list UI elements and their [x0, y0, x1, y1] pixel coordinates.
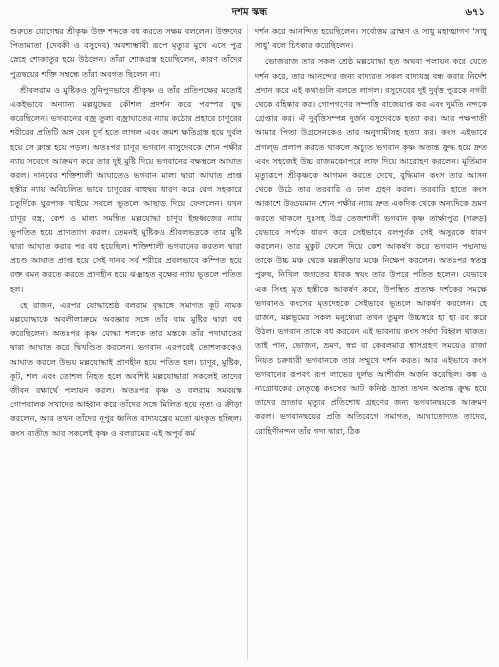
right-paragraph-1: দর্শন করে আনন্দিত হয়েছিলেন। সর্বোত্তম ব্রাহ্মণ ও সাধু মহাত্মাগণ 'সাধু সাধু' বলে চিৎকার করেছিলেন। — [255, 26, 487, 51]
page-header — [0, 6, 499, 20]
left-paragraph-3: হে রাজন, এরপর যোদ্ধাশ্রেষ্ঠ বলরাম বৃদ্ধাঙ্গে সমাগত কূট নামক মল্লযোদ্ধাকে অবলীলাক্রমে অবজ্ঞার সঙ্গে তাঁর বাম মুষ্টির দ্বারা বধ করেছিলেন। অতঃপর কৃষ্ণ যোদ্ধা শলকে তার মস্তকে তাঁর পদাঘাতের দ্বারা আঘাত করে দ্বিখণ্ডিত করলেন। ভগবান এরপরেই তোশলককেও আঘাত করলে উভয় মল্লযোদ্ধাই প্রাণহীন হয়ে পতিত হল। চাণূর, মুষ্টিক, কূট, শল এবং তোশল নিহত হলে অবশিষ্ট মল্লযোদ্ধারা সকলেই তাদের জীবন রক্ষার্থে পলায়ন করল। অতঃপর কৃষ্ণ ও বলরাম সমবয়স্ক গোপবালক সখাদের আহ্বান করে তাঁদের সঙ্গে মিলিত হয়ে নৃত্য ও ক্রীড়া করলেন, আর তখন তাঁদের নূপুর ধ্বনিত বাদ্যযন্ত্রের মতো ঝংকৃত হচ্ছিল। কংস ব্যতীত আর সকলেই কৃষ্ণ ও বলরামের এই অপূর্ব কর্ম — [10, 299, 242, 438]
left-column — [10, 24, 242, 660]
page-number: ৬৭১ — [465, 7, 485, 18]
column-divider — [247, 24, 248, 660]
right-column — [255, 24, 487, 660]
right-paragraph-2: ভোজরাজ তার সকল শ্রেষ্ঠ মল্লযোদ্ধা হত অথবা পলায়ন করে যেতে দর্শন করে, তার আনন্দের জন্য বাদ্যরত সকল বাদ্যযন্ত্র বন্ধ করার নির্দেশ প্রদান করে এই কথাগুলি বলতে লাগল। বসুদেবের দুই দুর্বৃত্ত পুত্রকে নগরী থেকে বহিষ্কার কর। গোপগণের সম্পত্তি বাজেয়াপ্ত কর এবং দুর্মতি নন্দকে গ্রেপ্তার কর। ঐ দুর্বৃত্তিসম্পন্ন দুর্জন বসুদেবকে হত্যা কর। আর পক্ষপাতী আমার পিতা উগ্রসেনকেও তার অনুগামীসহ হত্যা কর। কংস এইভাবে প্রগল্ভ প্রলাপ করতে থাকলে অচ্যুত ভগবান কৃষ্ণ অত্যন্ত ক্রুদ্ধ হয়ে দ্রুত এবং সহজেই উচ্চ রাজমঞ্চোপরে লাফ দিয়ে আরোহণ করলেন। মূর্তিমান মৃত্যুরূপে শ্রীকৃষ্ণকে আগমন করতে দেখে, বুদ্ধিমান কংস তার আসন থেকে উঠে তার তরবারি ও ঢাল গ্রহণ করল। তরবারি হাতে কংস আকাশে উড্ডয়মান শ্যেন পক্ষীর ন্যায় দ্রুত একদিক থেকে অন্যদিকে ভ্রমণ করতে থাকলে দুঃসহ উগ্র তেজশালী ভগবান কৃষ্ণ তার্ক্ষ্যপুত্র (গরুড়) যেভাবে সর্পকে ধারণ করে সেইভাবে বলপূর্বক সেই অসুরকে ধারণ করলেন। তার মুকুট ফেলে দিয়ে কেশ আকর্ষণ করে ভগবান পদ্মনাভ তাকে উচ্চ মঞ্চ থেকে মল্লক্রীড়ার মঞ্চে নিক্ষেপ করলেন। অতঃপর স্বতন্ত্র পুরুষ, নিখিল জগতের ধারক স্বয়ং তার উপরে পতিত হলেন। যেভাবে এক সিংহ মৃত হস্তীকে আকর্ষণ করে, উপস্থিত প্রত্যক্ষ দর্শকের সমক্ষে ভগবানও কংসের মৃতদেহকে সেইভাবে ভূতলে আকর্ষণ করলেন। হে রাজন, মল্লভূমের সকল মনুষ্যেরা তখন তুমুল উচ্চস্বরে হা হা রব করে উঠল। ভগবান তাকে বধ করবেন এই ভাবনায় কংস সর্বদা বিহ্বল থাকত। তাই পান, ভোজন, ভ্রমণ, স্বপ্ন বা কেবলমাত্র শ্বাসগ্রহণ সময়েও রাজা নিয়ত চক্রধারী ভগবানকে তার সম্মুখে দর্শন করত। আর এইভাবে কংস ভগবানের রূপবৎ রূপ লাভের দুর্লভ আশীর্বাদ অর্জন করেছিল। কঙ্ক ও ন্যগ্রোধকের নেতৃত্বে কংসের আট কনিষ্ঠ ভ্রাতা তখন অত্যন্ত ক্রুদ্ধ হয়ে তাদের ভ্রাতার মৃত্যুর প্রতিশোধ গ্রহণের জন্য ভগবানদ্বয়কে আক্রমণ করল। ভগবানদ্বয়ের প্রতি অতিবেগে সমাগত, আঘাতোদ্যত তাদের, রোহিণীনন্দন তাঁর গদা দ্বারা, ঠিক — [255, 56, 487, 436]
running-head: দশম স্কন্ধ — [231, 7, 268, 18]
left-paragraph-1: শুরুতে যোগেশ্বর শ্রীকৃষ্ণ উক্ত শব্দকে বধ করতে সক্ষম বললেন। উক্তদের পিতামাতা (দেবকী ও বসুদেব) অবশ্যম্ভাবী রূপে মৃত্যুর মুখে এসে পুত্র স্নেহে শোকাতুর হয়ে উঠলেন। তাঁরা শোকগ্রস্ত হয়েছিলেন, কারণ তাঁদের পুত্রদ্বয়ের শক্তি সম্বন্ধে তাঁরা অবগত ছিলেন না। — [10, 26, 242, 79]
left-paragraph-2: শ্রীবলরাম ও মুষ্টিকও সুনিপুণভাবে শ্রীকৃষ্ণ ও তাঁর প্রতিপক্ষের মতোই একইভাবে অন্যান্য মল্লযুদ্ধের কৌশল প্রদর্শন করে পরস্পর যুদ্ধ করেছিলেন। ভগবানের বজ্র তুল্য বজ্রাঘাতের ন্যায় কঠোর প্রহারে চাণূরের শরীরের প্রতিটি অঙ্গ যেন চূর্ণ হতে লাগল এবং ক্রমশ ক্ষতিগ্রস্ত হয়ে দুর্বল হয়ে সে ক্লান্ত হয়ে পড়ল। অতঃপর চাণূর ভগবান বাসুদেবকে শ্যেন পক্ষীর ন্যায় সবেগে আক্রমণ করে তার দুই মুষ্টি দিয়ে ভগবানের বক্ষস্থলে আঘাত করল। দানবের শক্তিশালী আঘাতেও ভগবান মাল্য দ্বারা আঘাত প্রাপ্ত হস্তীর ন্যায় অবিচলিত ভাবে চাণূরের বাহুদ্বয় ধারণ করে বেগ সহকারে চতুর্দিকে ঘুরপাক খাইয়ে সবলে ভূতলে আছাড় দিয়ে ফেললেন। যখন চাণূর বস্ত্র, কেশ ও মাল্য সমন্বিত মল্লযোদ্ধা চাণূর ইন্দ্রধ্বজের ন্যায় ভূপতিত হয়ে প্রাণত্যাগ করল। তেমনই মুষ্টিকও শ্রীবলভদ্রকে তার মুষ্টি দ্বারা আঘাত করার পর বধ হয়েছিল। শক্তিশালী ভগবানের করতল দ্বারা প্রচণ্ড আঘাত প্রাপ্ত হয়ে সেই দানব সর্ব শরীরে প্রবলভাবে কম্পিত হয়ে রক্ত বমন করতে করতে প্রাণহীন হয়ে ঝঞ্ঝাহত বৃক্ষের ন্যায় ভূতলে পতিত হল। — [10, 84, 242, 294]
